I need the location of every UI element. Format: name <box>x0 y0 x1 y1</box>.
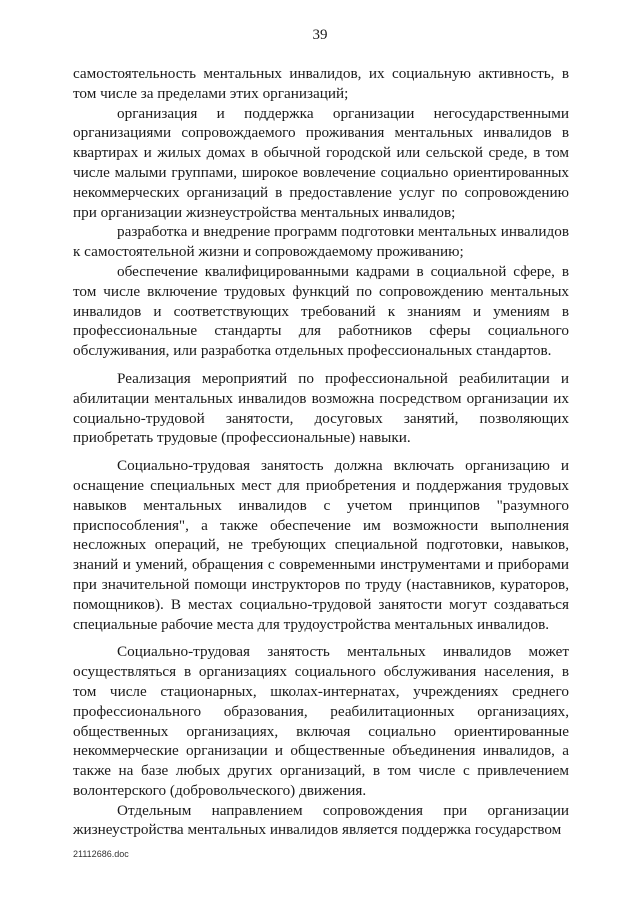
paragraph-7: Социально-трудовая занятость ментальных инвалидов может осуществляться в организациях социального обслуживания населения, в том числе стационарных, школах-интернатах, учреждениях среднего профессионального образования, реабилитационных организациях, общественных организациях, включая социально ориентированные некоммерческие организации и общественные объединения инвалидов, а также на базе любых других организаций, в том числе с привлечением волонтерского (добровольческого) движения. <box>73 643 569 799</box>
paragraph-6: Социально-трудовая занятость должна включать организацию и оснащение специальных мест для приобретения и поддержания трудовых навыков ментальных инвалидов с учетом принципов "разумного приспособления", а также обеспечение им возможности выполнения несложных операций, не требующих специальной подготовки, навыков, знаний и умений, обращения с современными инструментами и приборами при значительной помощи инструкторов по труду (наставников, кураторов, помощников). В местах социально-трудовой занятости могут создаваться специальные рабочие места для трудоустройства ментальных инвалидов. <box>73 457 569 633</box>
paragraph-5: Реализация мероприятий по профессиональной реабилитации и абилитации ментальных инвалидов возможна посредством организации их социально-трудовой занятости, досуговых занятий, позволяющих приобретать трудовые (профессиональные) навыки. <box>73 369 569 447</box>
paragraph-4: обеспечение квалифицированными кадрами в социальной сфере, в том числе включение трудовых функций по сопровождению ментальных инвалидов и соответствующих требований к знаниям и умениям в профессиональные стандарты для работников сферы социального обслуживания, или разработка отдельных профессиональных стандартов. <box>73 262 569 360</box>
paragraph-1: самостоятельность ментальных инвалидов, их социальную активность, в том числе за пределами этих организаций; <box>73 65 569 102</box>
page-number: 39 <box>312 27 328 43</box>
document-file-code: 21112686.doc <box>73 849 129 859</box>
paragraph-3: разработка и внедрение программ подготовки ментальных инвалидов к самостоятельной жизни и сопровождаемому проживанию; <box>73 223 569 261</box>
paragraph-2: организация и поддержка организации негосударственными организациями сопровождаемого проживания ментальных инвалидов в квартирах и жилых домах в обычной городской или сельской среде, в том числе малыми группами, широкое вовлечение социально ориентированных некоммерческих организаций в предоставление услуг по сопровождению при организации жизнеустройства ментальных инвалидов; <box>73 104 569 221</box>
paragraph-8: Отдельным направлением сопровождения при организации жизнеустройства ментальных инвалидов является поддержка государством <box>73 801 569 839</box>
document-body <box>73 64 569 840</box>
